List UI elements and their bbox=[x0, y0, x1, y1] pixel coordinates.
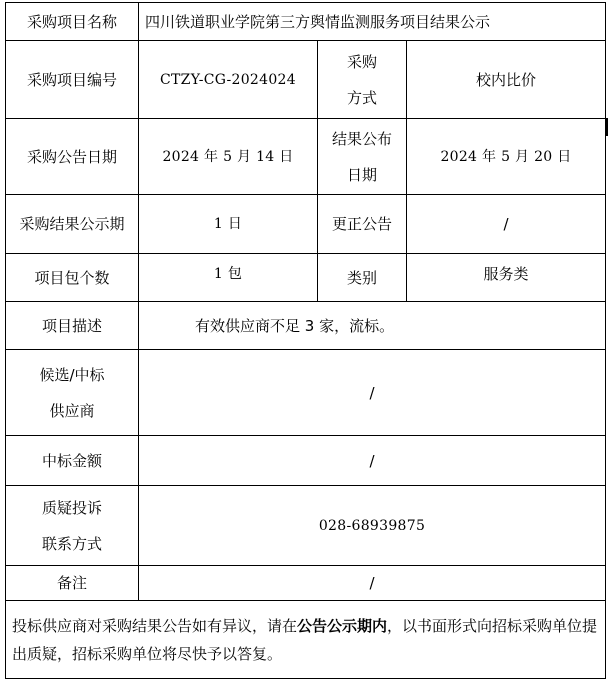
notice-text-before: 投标供应商对采购结果公告如有异议，请在 bbox=[12, 616, 298, 635]
label-candidate bbox=[6, 350, 139, 436]
value-candidate: / bbox=[139, 350, 606, 436]
value-result-date: 2024 年 5 月 20 日 bbox=[407, 119, 606, 195]
row-project-number bbox=[6, 41, 606, 119]
label-description: 项目描述 bbox=[6, 302, 139, 350]
value-procurement-method: 校内比价 bbox=[407, 41, 606, 119]
label-publicity-period: 采购结果公示期 bbox=[6, 195, 139, 254]
label-complaint-line1: 质疑投诉 bbox=[41, 498, 102, 517]
label-complaint bbox=[6, 486, 139, 566]
notice-text-after: ，以书面形式向招标采购单位提出质疑，招标采购单位将尽快予以答复。 bbox=[12, 616, 598, 663]
label-procurement-method-line2: 方式 bbox=[346, 88, 377, 107]
label-package-count: 项目包个数 bbox=[6, 254, 139, 302]
label-procurement-method bbox=[318, 41, 407, 119]
label-result-date bbox=[318, 119, 407, 195]
label-candidate-line2: 供应商 bbox=[49, 401, 95, 420]
label-project-name: 采购项目名称 bbox=[6, 3, 139, 41]
label-result-date-line2: 日期 bbox=[346, 165, 377, 184]
value-correction-notice: / bbox=[407, 195, 606, 254]
value-project-name: 四川铁道职业学院第三方舆情监测服务项目结果公示 bbox=[139, 3, 606, 41]
value-package-count: 1 包 bbox=[139, 254, 318, 302]
value-category: 服务类 bbox=[407, 254, 606, 302]
text-cursor-marker bbox=[605, 118, 608, 136]
value-description: 有效供应商不足 3 家，流标。 bbox=[139, 302, 606, 350]
row-publicity-period bbox=[6, 195, 606, 254]
label-complaint-line2: 联系方式 bbox=[41, 534, 102, 553]
notice-emphasis: 公告公示期内 bbox=[297, 616, 388, 635]
label-remark: 备注 bbox=[6, 566, 139, 601]
row-complaint bbox=[6, 486, 606, 566]
value-amount: / bbox=[139, 436, 606, 486]
label-procurement-method-line1: 采购 bbox=[346, 52, 377, 71]
label-notice-date: 采购公告日期 bbox=[6, 119, 139, 195]
label-correction-notice: 更正公告 bbox=[318, 195, 407, 254]
label-candidate-line1: 候选/中标 bbox=[39, 365, 105, 384]
value-publicity-period: 1 日 bbox=[139, 195, 318, 254]
row-notice-date bbox=[6, 119, 606, 195]
label-result-date-line1: 结果公布 bbox=[331, 129, 392, 148]
row-amount bbox=[6, 436, 606, 486]
row-package-count bbox=[6, 254, 606, 302]
objection-notice bbox=[6, 601, 606, 679]
value-complaint-phone: 028-68939875 bbox=[139, 486, 606, 566]
row-project-name bbox=[6, 3, 606, 41]
row-remark bbox=[6, 566, 606, 601]
value-remark: / bbox=[139, 566, 606, 601]
value-notice-date: 2024 年 5 月 14 日 bbox=[139, 119, 318, 195]
label-project-number: 采购项目编号 bbox=[6, 41, 139, 119]
procurement-result-table bbox=[5, 2, 606, 679]
row-candidate bbox=[6, 350, 606, 436]
label-category: 类别 bbox=[318, 254, 407, 302]
label-amount: 中标金额 bbox=[6, 436, 139, 486]
row-notice bbox=[6, 601, 606, 679]
value-project-number: CTZY-CG-2024024 bbox=[139, 41, 318, 119]
row-description bbox=[6, 302, 606, 350]
